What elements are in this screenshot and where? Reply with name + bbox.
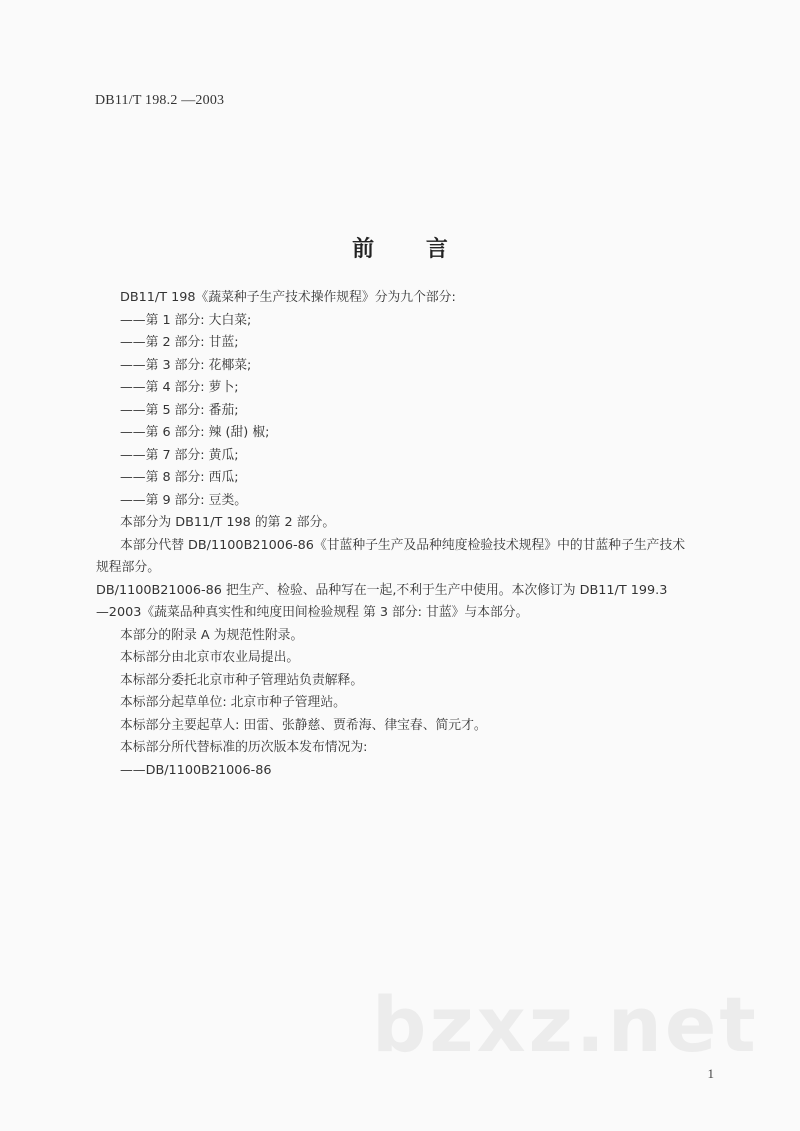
watermark-text: bzxz.net (372, 980, 759, 1069)
parts-list (120, 310, 740, 513)
paragraph-revision-line2: —2003《蔬菜品种真实性和纯度田间检验规程 第 3 部分: 甘蓝》与本部分。 (96, 605, 529, 620)
paragraph-revision-line1: DB/1100B21006-86 把生产、检验、品种写在一起,不利于生产中使用。本次修订为 DB11/T 199.3 (96, 582, 668, 598)
part-item: ——第 6 部分: 辣 (甜) 椒; (120, 425, 270, 440)
part-item: ——第 7 部分: 黄瓜; (120, 447, 239, 463)
paragraph-proposer: 本标部分由北京市农业局提出。 (120, 650, 300, 665)
part-item: ——第 8 部分: 西瓜; (120, 470, 239, 485)
part-item: ——第 4 部分: 萝卜; (120, 380, 239, 395)
part-item: ——第 2 部分: 甘蓝; (120, 335, 239, 350)
paragraph-part-statement: 本部分为 DB11/T 198 的第 2 部分。 (120, 515, 336, 530)
part-item: ——第 3 部分: 花椰菜; (120, 357, 252, 373)
paragraph-history-intro: 本标部分所代替标准的历次版本发布情况为: (120, 740, 368, 755)
page-title: 前 言 (352, 237, 470, 262)
paragraph-drafters: 本标部分主要起草人: 田雷、张静慈、贾希海、律宝春、简元才。 (120, 717, 487, 733)
part-item: ——第 9 部分: 豆类。 (120, 492, 248, 508)
paragraph-history-item: ——DB/1100B21006-86 (120, 762, 272, 778)
intro-line: DB11/T 198《蔬菜种子生产技术操作规程》分为九个部分: (120, 290, 456, 305)
document-code: DB11/T 198.2 —2003 (95, 93, 225, 108)
paragraph-replacement-line2: 规程部分。 (96, 560, 160, 575)
part-item: ——第 1 部分: 大白菜; (120, 312, 252, 328)
part-item: ——第 5 部分: 番茄; (120, 402, 239, 418)
paragraph-interpreter: 本标部分委托北京市种子管理站负责解释。 (120, 672, 364, 688)
paragraph-replacement-line1: 本部分代替 DB/1100B21006-86《甘蓝种子生产及品种纯度检验技术规程》中的甘蓝种子生产技术 (120, 537, 686, 553)
paragraph-appendix: 本部分的附录 A 为规范性附录。 (120, 627, 304, 643)
foreword-body (96, 287, 740, 782)
page-number: 1 (707, 1066, 714, 1081)
paragraph-drafting-unit: 本标部分起草单位: 北京市种子管理站。 (120, 695, 346, 710)
